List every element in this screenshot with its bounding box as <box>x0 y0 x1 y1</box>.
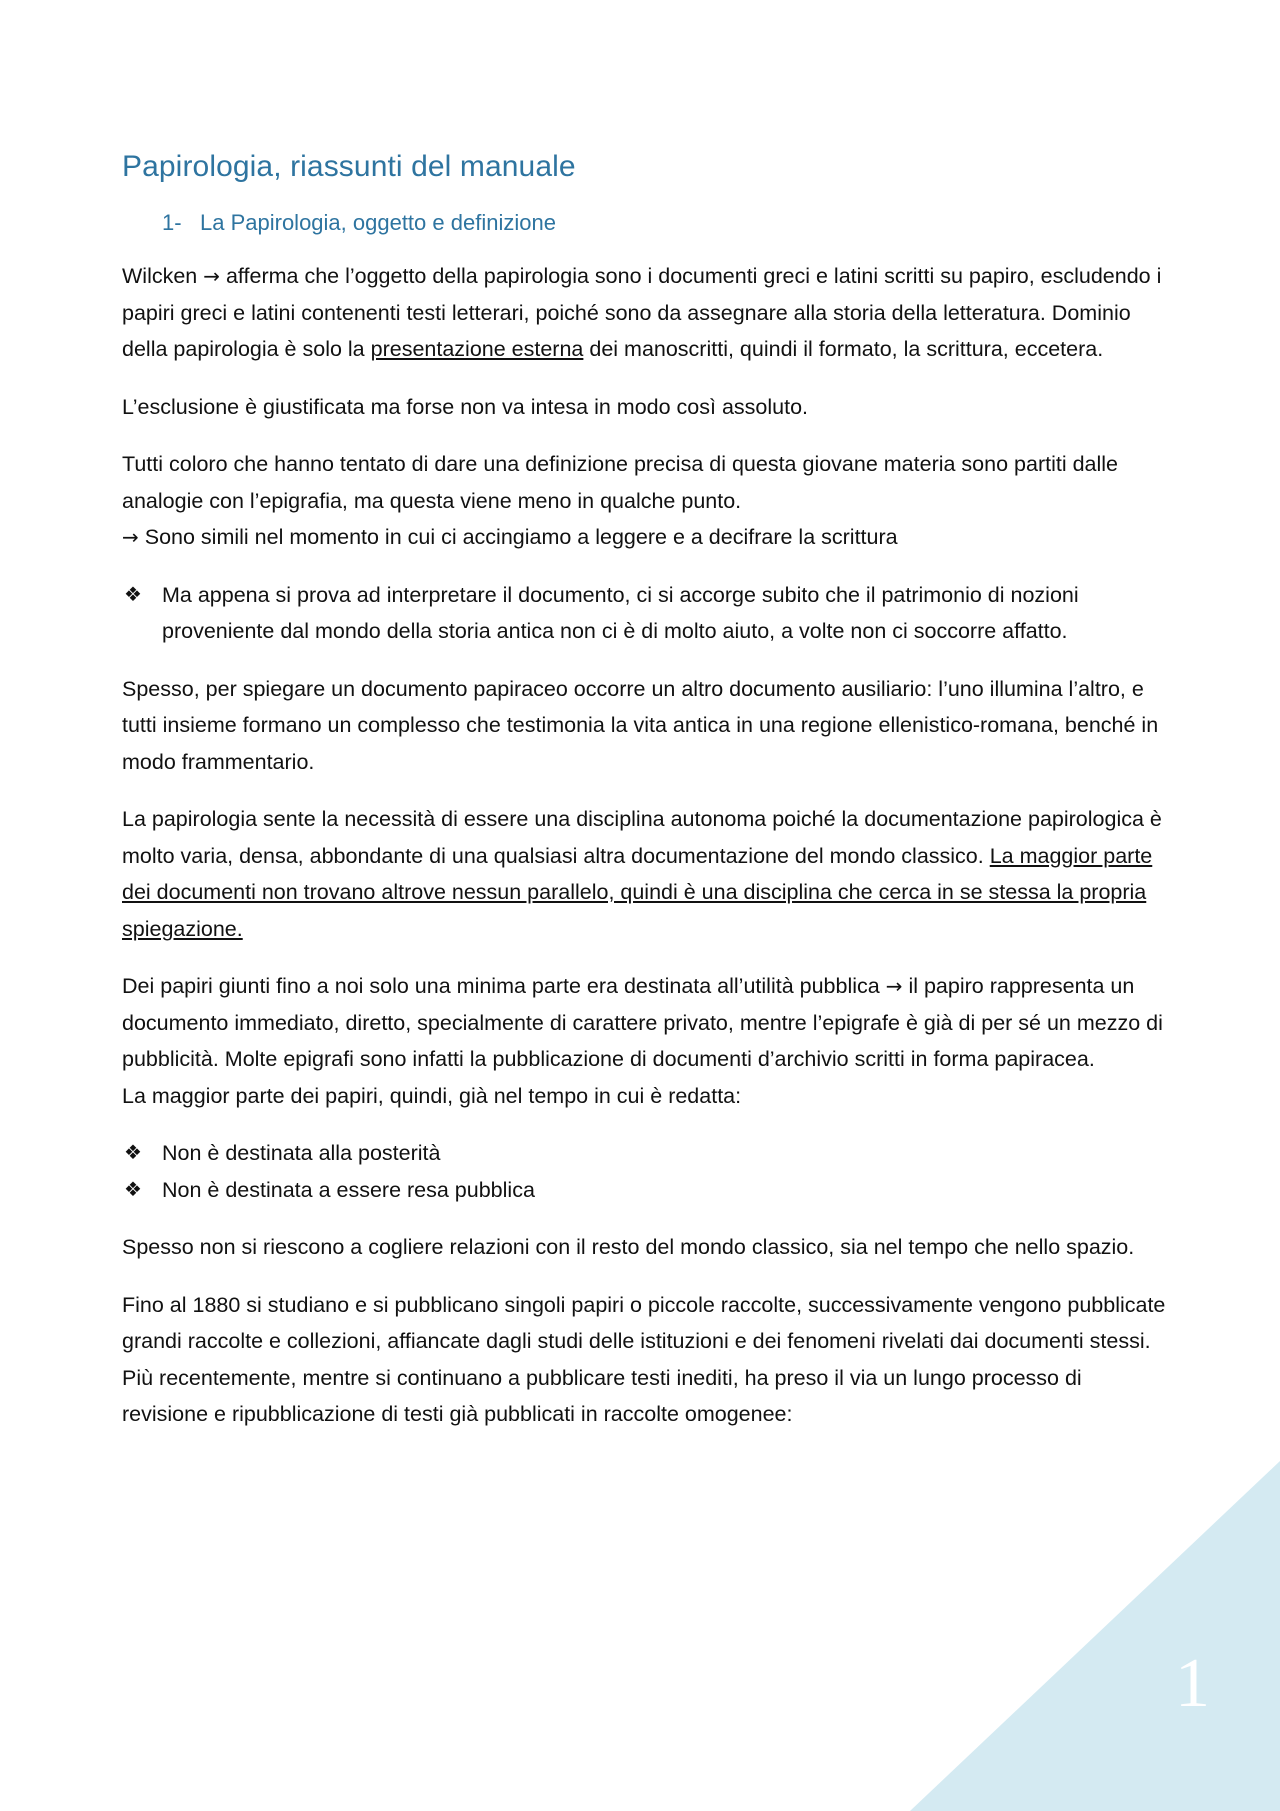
paragraph-disciplina-autonoma <box>122 801 1172 947</box>
underlined-text: La maggior parte dei documenti non trovano altrove nessun parallelo, quindi è una disciplina che cerca in se stessa la propria spiegazione. <box>122 843 1153 941</box>
paragraph-wilcken <box>122 258 1172 368</box>
corner-triangle-shape <box>910 1461 1280 1811</box>
paragraph-definizione <box>122 446 1172 556</box>
text-run: Wilcken <box>122 264 204 288</box>
diamond-bullet-icon: ❖ <box>124 1178 142 1201</box>
text-run: Sono simili nel momento in cui ci accingiamo a leggere e a decifrare la scrittura <box>138 525 898 549</box>
text-run: La papirologia sente la necessità di essere una disciplina autonoma poiché la documentazione papirologica è molto varia, densa, abbondante di una qualsiasi altra documentazione del mondo classico. <box>122 807 1162 868</box>
bullet-list-2 <box>122 1135 1172 1208</box>
text-run: dei manoscritti, quindi il formato, la scrittura, eccetera. <box>583 337 1104 361</box>
page-number: 1 <box>1175 1645 1210 1722</box>
text-run: La maggior parte dei papiri, quindi, già nel tempo in cui è redatta: <box>122 1083 742 1108</box>
paragraph-utilita-pubblica <box>122 968 1172 1114</box>
paragraph-relazioni: Spesso non si riescono a cogliere relazioni con il resto del mondo classico, sia nel tempo che nello spazio. <box>122 1235 1135 1259</box>
text-run: Tutti coloro che hanno tentato di dare una definizione precisa di questa giovane materia sono partiti dalle analogie con l’epigrafia, ma questa viene meno in qualche punto. <box>122 452 1119 513</box>
arrow-right-icon: → <box>203 264 220 288</box>
corner-triangle-decoration <box>910 1461 1280 1811</box>
arrow-right-icon: → <box>122 525 139 549</box>
diamond-bullet-icon: ❖ <box>124 1142 142 1164</box>
underlined-text: presentazione esterna <box>370 337 584 361</box>
bullet-list-1 <box>122 577 1172 650</box>
document-title: Papirologia, riassunti del manuale <box>122 150 576 183</box>
page-content <box>122 150 1172 1454</box>
paragraph-storia-pubblicazioni: Fino al 1880 si studiano e si pubblicano singoli papiri o piccole raccolte, successivamente vengono pubblicate grandi raccolte e collezioni, affiancate dagli studi delle istituzioni e dei fenomeni rivelati dai documenti stessi. Più recentemente, mentre si continuano a pubblicare testi inediti, ha preso il via un lungo processo di revisione e ripubblicazione di testi già pubblicati in raccolte omogenee: <box>122 1292 1166 1426</box>
text-run: il papiro rappresenta un documento immediato, diretto, specialmente di carattere privato, mentre l’epigrafe è già di per sé un mezzo di pubblicità. Molte epigrafi sono infatti la pubblicazione di documenti d’archivio scritti in forma papiracea. <box>122 974 1163 1071</box>
list-item-text: Non è destinata a essere resa pubblica <box>162 1177 535 1202</box>
section-label: La Papirologia, oggetto e definizione <box>200 210 556 235</box>
section-heading <box>162 210 1172 236</box>
list-item <box>122 1172 1172 1209</box>
text-run: Dei papiri giunti fino a noi solo una minima parte era destinata all’utilità pubblica <box>122 974 886 998</box>
paragraph-esclusione: L’esclusione è giustificata ma forse non va intesa in modo così assoluto. <box>122 394 808 419</box>
paragraph-documento-ausiliario: Spesso, per spiegare un documento papiraceo occorre un altro documento ausiliario: l’uno illumina l’altro, e tutti insieme formano un complesso che testimonia la vita antica in una regione ellenistico-romana, benché in modo frammentario. <box>122 676 1159 774</box>
list-item <box>122 1135 1172 1172</box>
list-item <box>122 577 1172 650</box>
text-run: afferma che l’oggetto della papirologia sono i documenti greci e latini scritti su papiro, escludendo i papiri greci e latini contenenti testi letterari, poiché sono da assegnare alla storia della letteratura. Dominio della papirologia è solo la <box>122 264 1162 361</box>
section-number: 1- <box>162 210 182 235</box>
arrow-right-icon: → <box>885 974 903 998</box>
list-item-text: Non è destinata alla posterità <box>162 1141 441 1165</box>
list-item-text: Ma appena si prova ad interpretare il documento, ci si accorge subito che il patrimonio di nozioni proveniente dal mondo della storia antica non ci è di molto aiuto, a volte non ci soccorre affatto. <box>162 582 1079 643</box>
diamond-bullet-icon: ❖ <box>124 583 142 606</box>
